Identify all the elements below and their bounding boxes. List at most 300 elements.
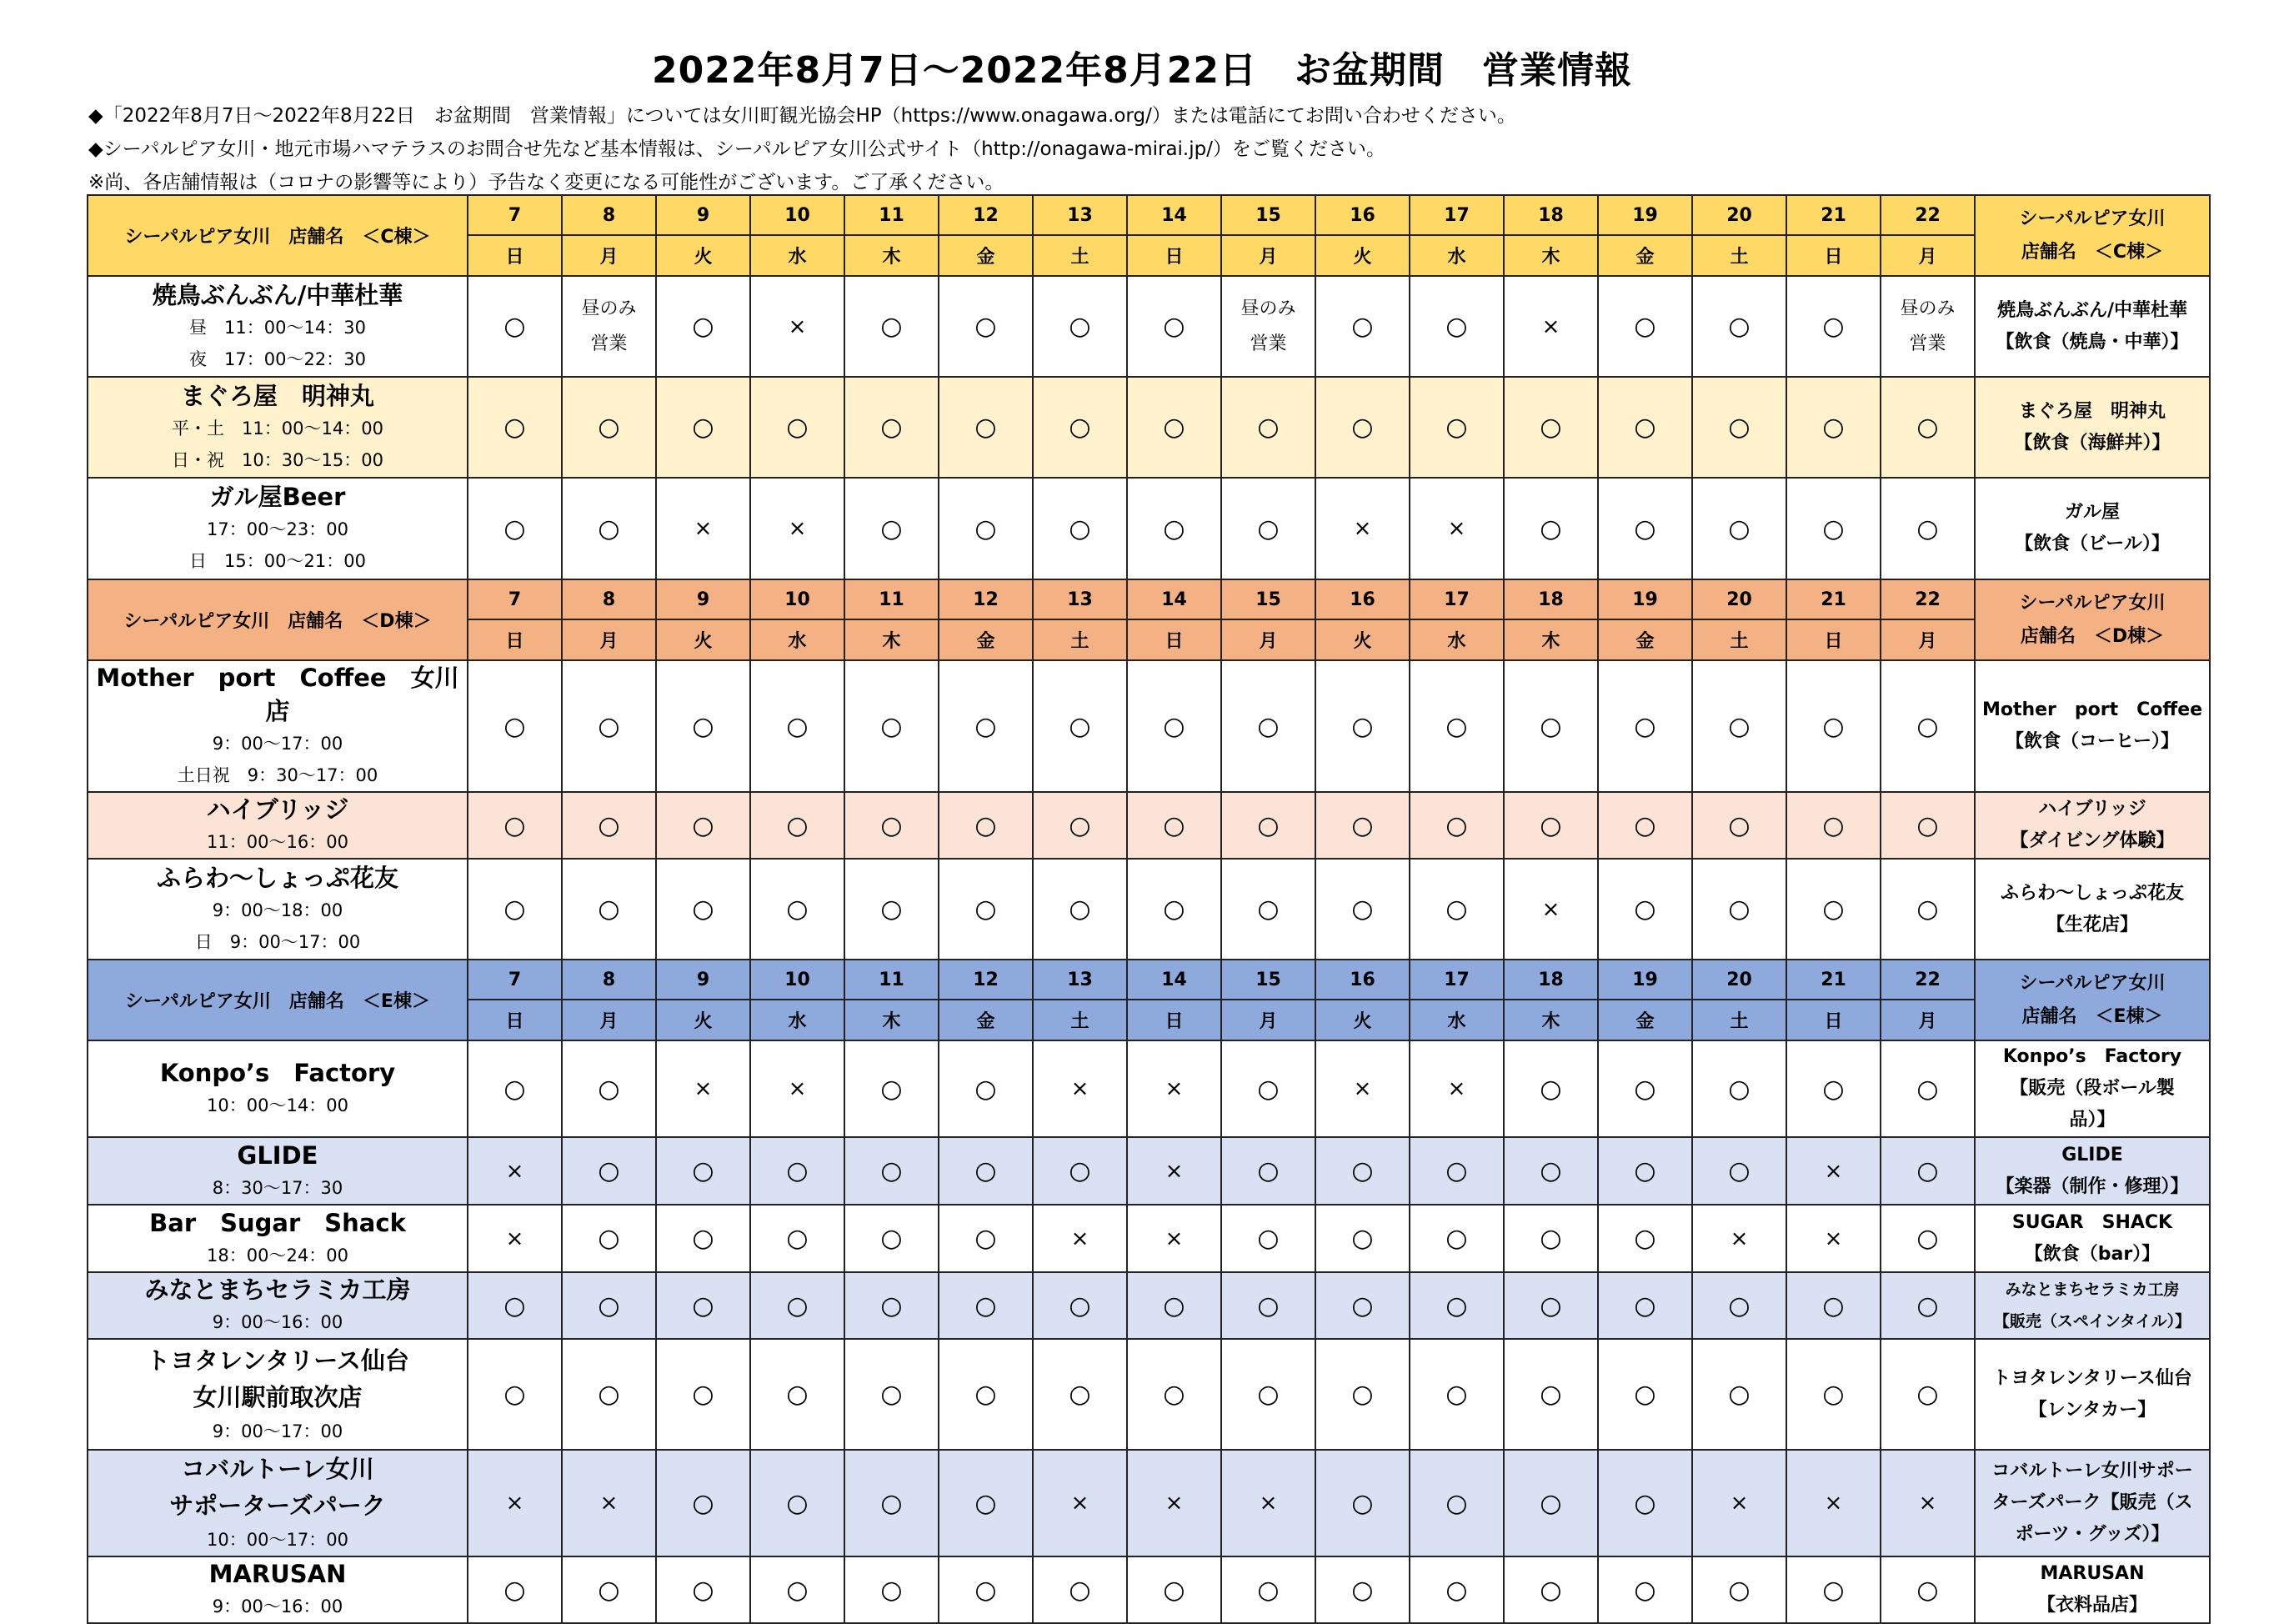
store-category-cell	[1975, 1556, 2210, 1623]
open-mark: ○	[1634, 711, 1656, 741]
open-mark: ○	[1728, 1156, 1751, 1185]
store-name: まぐろ屋 明神丸	[180, 381, 374, 410]
weekday-label: 月	[1918, 247, 1937, 268]
status-cell	[562, 1205, 656, 1272]
open-mark: ○	[880, 1074, 903, 1104]
date-label: 9	[696, 204, 710, 226]
open-mark: ○	[1445, 1575, 1468, 1605]
store-name: MARUSAN	[208, 1560, 347, 1588]
section-label-text: シーパルピア女川 店舗名 ＜D棟＞	[123, 611, 432, 632]
open-mark: ○	[786, 1291, 809, 1321]
open-mark: ○	[974, 1291, 997, 1321]
status-cell	[468, 276, 562, 377]
store-hours: 10：00～17：00	[207, 1530, 348, 1550]
weekday-cell	[656, 619, 750, 660]
open-mark: ○	[880, 312, 903, 341]
date-label: 21	[1821, 204, 1846, 226]
date-cell	[1504, 579, 1598, 619]
store-row	[88, 859, 2210, 960]
weekday-cell	[1033, 1000, 1127, 1040]
date-label: 10	[784, 589, 810, 610]
status-cell	[939, 1205, 1033, 1272]
status-cell	[844, 276, 939, 377]
open-mark: ○	[1445, 1156, 1468, 1185]
date-cell	[1033, 579, 1127, 619]
open-mark: ○	[1351, 1380, 1374, 1409]
date-label: 22	[1915, 204, 1941, 226]
date-cell	[844, 579, 939, 619]
weekday-cell	[656, 1000, 750, 1040]
store-category-line: 【楽器（制作・修理）】	[1996, 1175, 2189, 1197]
date-label: 12	[973, 589, 999, 610]
status-cell	[1410, 1205, 1504, 1272]
status-cell	[1692, 859, 1786, 960]
closed-mark: ×	[1730, 1226, 1749, 1251]
weekday-label: 金	[976, 1011, 995, 1032]
status-cell	[1692, 1040, 1786, 1137]
open-mark: ○	[1916, 1380, 1939, 1409]
open-mark: ○	[1069, 1575, 1091, 1605]
section-label-right-line: 店舗名 ＜D棟＞	[2020, 625, 2165, 647]
open-mark: ○	[786, 711, 809, 741]
status-cell	[1410, 859, 1504, 960]
open-mark: ○	[1351, 1575, 1374, 1605]
store-hours: 17：00～23：00	[207, 519, 348, 539]
date-label: 18	[1538, 589, 1564, 610]
weekday-label: 土	[1070, 631, 1089, 652]
section-label	[88, 579, 468, 660]
store-row	[88, 377, 2210, 478]
status-cell	[562, 276, 656, 377]
open-mark: ○	[1916, 1156, 1939, 1185]
status-cell	[844, 478, 939, 579]
open-mark: ○	[1257, 1380, 1280, 1409]
date-cell	[1504, 195, 1598, 235]
weekday-cell	[1598, 619, 1692, 660]
status-cell	[939, 792, 1033, 859]
store-hours: 日・祝 10：30～15：00	[172, 449, 383, 470]
store-category-line: 焼鳥ぶんぶん/中華杜華	[1996, 299, 2188, 321]
status-cell	[1692, 1137, 1786, 1205]
closed-mark: ×	[505, 1158, 524, 1184]
status-cell	[1692, 1450, 1786, 1556]
status-cell	[750, 792, 844, 859]
closed-mark: ×	[1165, 1158, 1184, 1184]
weekday-cell	[1786, 235, 1881, 276]
status-cell	[562, 1339, 656, 1450]
store-name-cell	[88, 859, 468, 960]
open-mark: ○	[692, 312, 714, 341]
weekday-cell	[1504, 619, 1598, 660]
weekday-cell	[656, 235, 750, 276]
section-label-right-line: シーパルピア女川	[2019, 592, 2166, 614]
date-cell	[750, 960, 844, 1000]
open-mark: ○	[1540, 413, 1562, 442]
store-name-cell	[88, 1339, 468, 1450]
status-cell	[1221, 478, 1315, 579]
date-cell	[1692, 960, 1786, 1000]
store-category-line: 品）】	[2069, 1110, 2116, 1130]
status-cell	[1315, 276, 1410, 377]
date-label: 21	[1821, 589, 1846, 610]
weekday-cell	[750, 619, 844, 660]
closed-mark: ×	[1259, 1491, 1278, 1516]
open-mark: ○	[598, 810, 620, 840]
open-mark: ○	[503, 711, 526, 741]
store-row	[88, 660, 2210, 792]
weekday-label: 日	[505, 247, 524, 268]
open-mark: ○	[1351, 711, 1374, 741]
status-cell	[844, 1450, 939, 1556]
status-cell	[1786, 1137, 1881, 1205]
status-cell	[1881, 1205, 1975, 1272]
status-cell	[844, 660, 939, 792]
open-mark: ○	[974, 413, 997, 442]
open-mark: ○	[1069, 413, 1091, 442]
date-cell	[939, 579, 1033, 619]
status-cell	[1881, 478, 1975, 579]
status-cell	[1033, 1205, 1127, 1272]
weekday-label: 木	[882, 247, 901, 268]
open-mark: ○	[1445, 413, 1468, 442]
closed-mark: ×	[1353, 516, 1372, 541]
store-row	[88, 792, 2210, 859]
status-cell	[1692, 377, 1786, 478]
status-cell	[468, 792, 562, 859]
date-label: 15	[1255, 589, 1281, 610]
open-mark: ○	[1916, 711, 1939, 741]
weekday-label: 水	[788, 1011, 807, 1032]
open-mark: ○	[692, 1575, 714, 1605]
status-cell	[1692, 660, 1786, 792]
store-category-cell	[1975, 1272, 2210, 1339]
store-category-line: ふらわ～しょっぷ花友	[2000, 882, 2184, 904]
status-cell	[1504, 1272, 1598, 1339]
store-hours: 日 15：00～21：00	[189, 551, 366, 571]
status-cell	[1127, 1339, 1221, 1450]
open-mark: ○	[1257, 514, 1280, 544]
status-cell	[1410, 1556, 1504, 1623]
open-mark: ○	[1163, 514, 1185, 544]
store-category-line: ターズパーク【販売（ス	[1991, 1492, 2193, 1513]
closed-mark: ×	[1165, 1076, 1184, 1101]
status-cell	[1692, 276, 1786, 377]
weekday-cell	[1692, 1000, 1786, 1040]
date-cell	[1598, 195, 1692, 235]
open-mark: ○	[786, 810, 809, 840]
date-label: 7	[508, 589, 522, 610]
status-cell	[1881, 859, 1975, 960]
status-cell	[1315, 1272, 1410, 1339]
store-hours: 9：00～16：00	[212, 1312, 343, 1332]
status-cell	[1598, 660, 1692, 792]
status-cell	[468, 1040, 562, 1137]
date-label: 9	[696, 969, 710, 990]
open-mark: ○	[692, 810, 714, 840]
status-cell	[750, 377, 844, 478]
open-mark: ○	[1728, 810, 1751, 840]
weekday-cell	[1692, 619, 1786, 660]
closed-mark: ×	[1447, 1076, 1466, 1101]
date-label: 20	[1726, 204, 1752, 226]
open-mark: ○	[1257, 1291, 1280, 1321]
open-mark: ○	[598, 1074, 620, 1104]
date-cell	[468, 960, 562, 1000]
open-mark: ○	[974, 1575, 997, 1605]
store-category-line: ポーツ・グッズ）】	[2015, 1524, 2170, 1545]
date-label: 18	[1538, 969, 1564, 990]
open-mark: ○	[1445, 895, 1468, 924]
status-cell	[1786, 377, 1881, 478]
status-cell	[1033, 1556, 1127, 1623]
status-cell	[1786, 1450, 1881, 1556]
store-name-cell	[88, 276, 468, 377]
status-text: 営業	[1909, 333, 1946, 354]
open-mark: ○	[1822, 312, 1845, 341]
store-name-cell	[88, 1556, 468, 1623]
closed-mark: ×	[1447, 516, 1466, 541]
weekday-label: 土	[1730, 631, 1749, 652]
store-hours: 11：00～16：00	[207, 832, 348, 852]
open-mark: ○	[1728, 1380, 1751, 1409]
open-mark: ○	[1540, 711, 1562, 741]
open-mark: ○	[880, 514, 903, 544]
section-label-right	[1975, 579, 2210, 660]
status-cell	[1881, 377, 1975, 478]
store-name-cell	[88, 1040, 468, 1137]
date-cell	[1315, 579, 1410, 619]
open-mark: ○	[692, 895, 714, 924]
status-cell	[656, 1205, 750, 1272]
open-mark: ○	[1069, 1156, 1091, 1185]
open-mark: ○	[1257, 1156, 1280, 1185]
status-cell	[1221, 859, 1315, 960]
weekday-label: 土	[1730, 1011, 1749, 1032]
store-row	[88, 478, 2210, 579]
date-label: 11	[879, 204, 904, 226]
status-cell	[656, 478, 750, 579]
status-cell	[1410, 1339, 1504, 1450]
weekday-cell	[1881, 619, 1975, 660]
open-mark: ○	[598, 1156, 620, 1185]
weekday-label: 日	[1824, 631, 1843, 652]
open-mark: ○	[1822, 711, 1845, 741]
status-cell	[1410, 377, 1504, 478]
store-category-line: GLIDE	[2061, 1144, 2123, 1165]
status-cell	[562, 1556, 656, 1623]
store-name: トヨタレンタリース仙台	[146, 1346, 409, 1375]
date-cell	[562, 579, 656, 619]
status-cell	[1221, 1556, 1315, 1623]
date-cell	[1410, 579, 1504, 619]
open-mark: ○	[1351, 312, 1374, 341]
weekday-cell	[1598, 235, 1692, 276]
open-mark: ○	[1445, 810, 1468, 840]
open-mark: ○	[1822, 413, 1845, 442]
open-mark: ○	[1540, 1224, 1562, 1253]
open-mark: ○	[1351, 1224, 1374, 1253]
store-category-line: みなとまちセラミカ工房	[2005, 1281, 2180, 1299]
status-cell	[750, 1339, 844, 1450]
weekday-cell	[750, 1000, 844, 1040]
open-mark: ○	[598, 1291, 620, 1321]
status-cell	[1881, 1339, 1975, 1450]
open-mark: ○	[692, 1488, 714, 1518]
open-mark: ○	[1634, 1575, 1656, 1605]
status-cell	[750, 859, 844, 960]
status-cell	[1033, 1339, 1127, 1450]
note-contact: ◆「2022年8月7日～2022年8月22日 お盆期間 営業情報」については女川町観光協会HP（https://www.onagawa.org/）または電話にてお問い合わせください。	[88, 105, 1516, 127]
status-cell	[1127, 1040, 1221, 1137]
date-cell	[1881, 579, 1975, 619]
open-mark: ○	[1540, 810, 1562, 840]
date-label: 16	[1350, 969, 1375, 990]
open-mark: ○	[1257, 711, 1280, 741]
weekday-label: 日	[505, 1011, 524, 1032]
date-label: 21	[1821, 969, 1846, 990]
open-mark: ○	[1634, 514, 1656, 544]
store-name-cell	[88, 660, 468, 792]
status-cell	[1598, 859, 1692, 960]
date-cell	[1315, 195, 1410, 235]
open-mark: ○	[1540, 1488, 1562, 1518]
store-category-cell	[1975, 1450, 2210, 1556]
open-mark: ○	[1634, 1074, 1656, 1104]
open-mark: ○	[974, 711, 997, 741]
status-cell	[656, 1339, 750, 1450]
date-cell	[844, 195, 939, 235]
open-mark: ○	[598, 1575, 620, 1605]
weekday-cell	[1504, 235, 1598, 276]
weekday-label: 水	[788, 631, 807, 652]
status-cell	[1786, 660, 1881, 792]
date-label: 12	[973, 969, 999, 990]
open-mark: ○	[1916, 1291, 1939, 1321]
closed-mark: ×	[1824, 1158, 1843, 1184]
open-mark: ○	[1163, 1575, 1185, 1605]
status-cell	[1504, 1556, 1598, 1623]
open-mark: ○	[1634, 1488, 1656, 1518]
closed-mark: ×	[1070, 1226, 1089, 1251]
closed-mark: ×	[1165, 1226, 1184, 1251]
note-disclaimer: ※尚、各店舗情報は（コロナの影響等により）予告なく変更になる可能性がございます。ご了承ください。	[88, 172, 1004, 193]
open-mark: ○	[1728, 514, 1751, 544]
status-cell	[1881, 660, 1975, 792]
date-cell	[1033, 195, 1127, 235]
date-cell	[750, 579, 844, 619]
open-mark: ○	[1069, 1380, 1091, 1409]
status-cell	[844, 1272, 939, 1339]
date-cell	[1786, 579, 1881, 619]
weekday-label: 日	[1165, 631, 1184, 652]
closed-mark: ×	[1541, 896, 1560, 922]
store-name: コバルトーレ女川	[181, 1455, 374, 1483]
open-mark: ○	[1634, 1291, 1656, 1321]
status-cell	[1127, 1205, 1221, 1272]
weekday-label: 月	[1918, 631, 1937, 652]
status-cell	[1127, 1272, 1221, 1339]
date-label: 9	[696, 589, 710, 610]
weekday-label: 火	[1353, 247, 1372, 268]
status-cell	[656, 660, 750, 792]
store-hours: 9：00～16：00	[212, 1596, 343, 1616]
open-mark: ○	[1540, 1575, 1562, 1605]
status-cell	[750, 1450, 844, 1556]
status-cell	[1881, 1272, 1975, 1339]
status-cell	[468, 859, 562, 960]
status-cell	[844, 1137, 939, 1205]
date-cell	[1221, 960, 1315, 1000]
date-label: 12	[973, 204, 999, 226]
date-cell	[1598, 960, 1692, 1000]
open-mark: ○	[1069, 810, 1091, 840]
store-category-cell	[1975, 276, 2210, 377]
status-cell	[1786, 478, 1881, 579]
status-cell	[1598, 1205, 1692, 1272]
status-text: 営業	[590, 333, 628, 354]
date-cell	[939, 960, 1033, 1000]
weekday-label: 土	[1730, 247, 1749, 268]
weekday-cell	[844, 235, 939, 276]
weekday-cell	[1221, 235, 1315, 276]
weekday-label: 金	[1635, 631, 1655, 652]
weekday-cell	[1692, 235, 1786, 276]
weekday-label: 土	[1070, 247, 1089, 268]
open-mark: ○	[1916, 1074, 1939, 1104]
store-row	[88, 1450, 2210, 1556]
status-cell	[1881, 1556, 1975, 1623]
weekday-cell	[1127, 235, 1221, 276]
open-mark: ○	[1634, 413, 1656, 442]
open-mark: ○	[1445, 1488, 1468, 1518]
store-category-line: 【販売（段ボール製	[2010, 1078, 2175, 1099]
store-row	[88, 1556, 2210, 1623]
store-category-line: 【レンタカー】	[2028, 1399, 2156, 1421]
weekday-label: 日	[505, 631, 524, 652]
date-cell	[468, 579, 562, 619]
status-cell	[844, 1205, 939, 1272]
open-mark: ○	[1634, 895, 1656, 924]
open-mark: ○	[880, 1291, 903, 1321]
date-label: 20	[1726, 589, 1752, 610]
status-cell	[1315, 478, 1410, 579]
open-mark: ○	[1445, 711, 1468, 741]
status-cell	[1410, 792, 1504, 859]
status-cell	[1410, 276, 1504, 377]
status-cell	[656, 1137, 750, 1205]
open-mark: ○	[1257, 1575, 1280, 1605]
status-cell	[1315, 1556, 1410, 1623]
open-mark: ○	[1540, 1074, 1562, 1104]
status-cell	[1221, 1137, 1315, 1205]
weekday-label: 火	[694, 247, 713, 268]
date-cell	[1786, 195, 1881, 235]
status-cell	[1127, 276, 1221, 377]
store-hours: 夜 17：00～22：30	[189, 348, 366, 369]
open-mark: ○	[598, 1224, 620, 1253]
store-category-line: 【生花店】	[2046, 914, 2138, 935]
store-category-cell	[1975, 1040, 2210, 1137]
weekday-label: 水	[1447, 1011, 1466, 1032]
status-cell	[1221, 276, 1315, 377]
status-cell	[468, 478, 562, 579]
closed-mark: ×	[1070, 1491, 1089, 1516]
weekday-label: 日	[1165, 247, 1184, 268]
store-category-line: Mother port Coffee	[1981, 699, 2203, 720]
weekday-cell	[1221, 1000, 1315, 1040]
open-mark: ○	[880, 1224, 903, 1253]
store-category-line: ハイブリッジ	[2038, 799, 2146, 820]
